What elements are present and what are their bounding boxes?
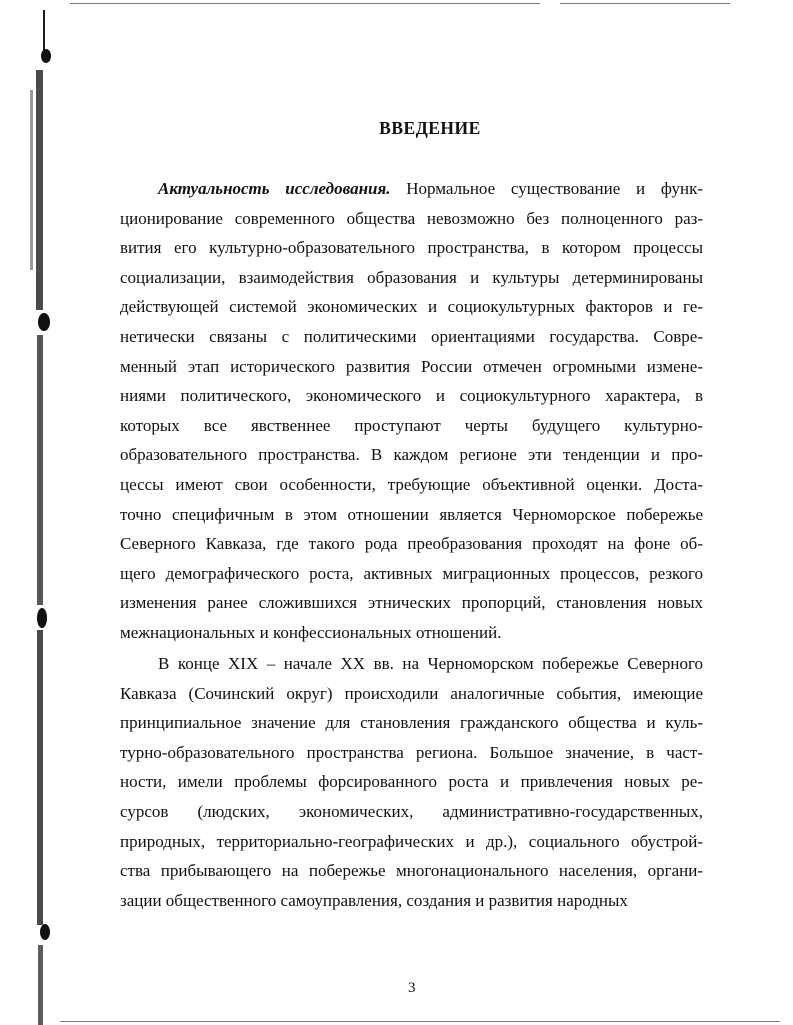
line-text: которых все явственнее проступают черты будущего культурно- [120, 415, 703, 435]
line-text: образовательного пространства. В каждом регионе эти тенденции и про- [120, 445, 703, 465]
line-text: точно специфичным в этом отношении является Черноморское побережье [120, 504, 703, 524]
text-line [120, 263, 703, 293]
text-line [120, 322, 703, 352]
text-line [120, 618, 703, 648]
line-text: межнациональных и конфессиональных отношений. [120, 622, 502, 642]
line-text: Северного Кавказа, где такого рода преобразования проходят на фоне об- [120, 534, 703, 554]
text-line [120, 470, 703, 500]
scan-binding-edge [0, 0, 70, 1025]
scan-bottom-rule [60, 1021, 780, 1022]
line-text: принципиальное значение для становления гражданского общества и куль- [120, 713, 703, 733]
text-line [120, 679, 703, 709]
text-line [120, 827, 703, 857]
line-text: цессы имеют свои особенности, требующие объективной оценки. Доста- [120, 474, 703, 494]
line-text: Нормальное существование и функ- [390, 179, 703, 198]
line-text: действующей системой экономических и социокультурных факторов и ге- [120, 297, 703, 317]
line-text: природных, территориально-географических и др.), социального обустрой- [120, 831, 703, 851]
text-line [120, 174, 703, 204]
scan-top-rule-right [560, 3, 730, 4]
line-text: ционирование современного общества невозможно без полноценного раз- [120, 208, 703, 228]
text-line [120, 767, 703, 797]
text-line [120, 500, 703, 530]
body-text-continued [120, 649, 703, 915]
line-text: нетически связаны с политическими ориентациями государства. Совре- [120, 326, 703, 346]
page-number: 3 [408, 980, 416, 996]
text-line [120, 708, 703, 738]
text-line [120, 559, 703, 589]
line-text: социализации, взаимодействия образования и культуры детерминированы [120, 267, 703, 287]
text-line [120, 529, 703, 559]
text-line [120, 588, 703, 618]
text-line [120, 738, 703, 768]
page-title: ВВЕДЕНИЕ [379, 118, 481, 138]
text-line [120, 856, 703, 886]
line-text: вития его культурно-образовательного пространства, в котором процессы [120, 238, 703, 258]
line-text: Кавказа (Сочинский округ) происходили аналогичные события, имеющие [120, 683, 703, 703]
section-lead-heading: Актуальность исследования. [158, 179, 391, 198]
text-line [120, 411, 703, 441]
line-text: менный этап исторического развития России отмечен огромными измене- [120, 356, 703, 376]
line-text: ности, имели проблемы форсированного роста и привлечения новых ре- [120, 772, 703, 792]
text-line [120, 352, 703, 382]
line-text: изменения ранее сложившихся этнических пропорций, становления новых [120, 593, 703, 613]
line-text: зации общественного самоуправления, создания и развития народных [120, 890, 628, 910]
line-text: сурсов (людских, экономических, административно-государственных, [120, 801, 703, 821]
paragraph [120, 649, 703, 915]
text-line [120, 381, 703, 411]
text-line [120, 292, 703, 322]
scan-top-rule [70, 3, 540, 4]
line-text: В конце XIX – начале XX вв. на Черноморском побережье Северного [158, 654, 703, 673]
text-line [120, 797, 703, 827]
text-line [120, 649, 703, 679]
text-line [120, 204, 703, 234]
text-line [120, 233, 703, 263]
line-text: ниями политического, экономического и социокультурного характера, в [120, 386, 703, 406]
body-text [120, 174, 703, 648]
line-text: щего демографического роста, активных миграционных процессов, резкого [120, 563, 703, 583]
line-text: турно-образовательного пространства региона. Большое значение, в част- [120, 742, 703, 762]
paragraph [120, 174, 703, 648]
text-line [120, 886, 703, 916]
line-text: ства прибывающего на побережье многонационального населения, органи- [120, 861, 703, 881]
text-line [120, 440, 703, 470]
